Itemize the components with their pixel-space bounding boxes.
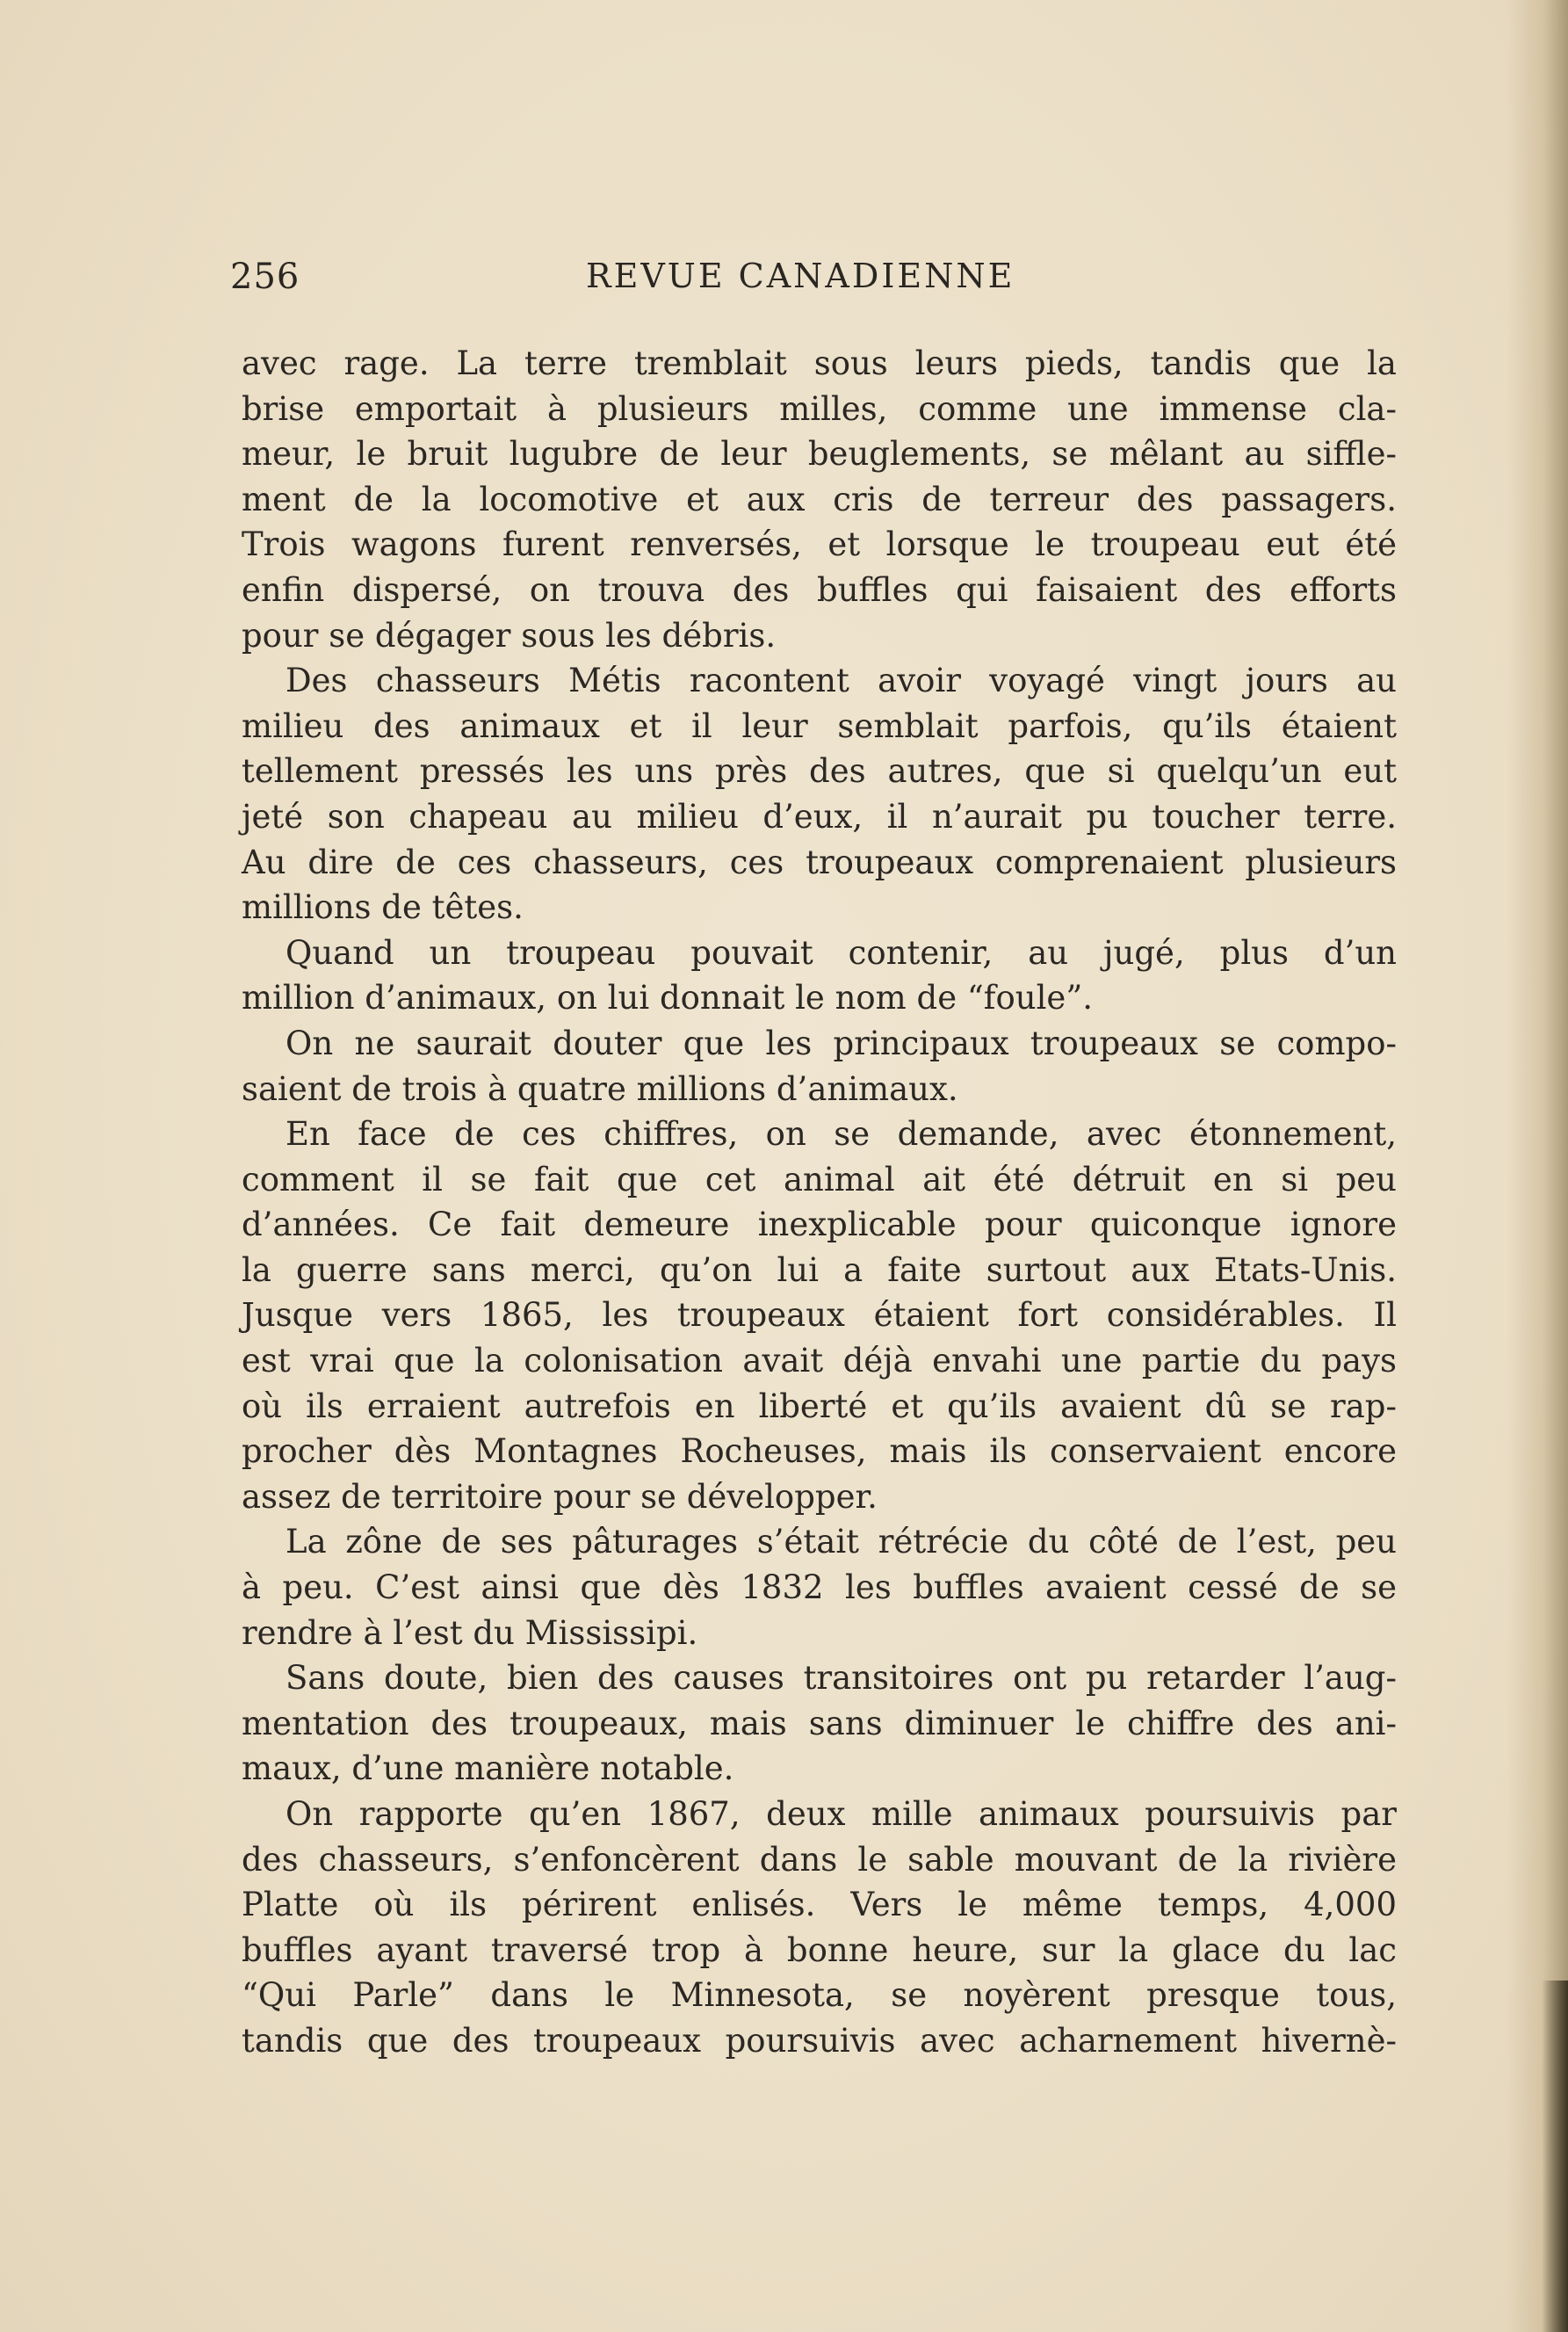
text-line: enfin dispersé, on trouva des buffles qui faisaient des efforts (242, 570, 1397, 609)
text-line: mentation des troupeaux, mais sans diminuer le chiffre des ani- (242, 1704, 1397, 1742)
book-spine-edge (1542, 1981, 1568, 2332)
text-line: saient de trois à quatre millions d’animaux. (242, 1069, 958, 1108)
text-line: brise emportait à plusieurs milles, comme une immense cla- (242, 389, 1397, 428)
text-line: assez de territoire pour se développer. (242, 1477, 878, 1516)
text-line: meur, le bruit lugubre de leur beuglements, se mêlant au siffle- (242, 435, 1397, 474)
text-line: buffles ayant traversé trop à bonne heure, sur la glace du lac (242, 1930, 1397, 1969)
text-line: comment il se fait que cet animal ait été détruit en si peu (242, 1160, 1397, 1199)
text-line: million d’animaux, on lui donnait le nom de “foule”. (242, 979, 1093, 1018)
text-line: “Qui Parle” dans le Minnesota, se noyèrent presque tous, (242, 1976, 1397, 2015)
text-line: Des chasseurs Métis racontent avoir voyagé vingt jours au (285, 662, 1397, 700)
text-line: Quand un troupeau pouvait contenir, au jugé, plus d’un (285, 933, 1397, 972)
text-line: à peu. C’est ainsi que dès 1832 les buffles avaient cessé de se (242, 1568, 1397, 1607)
text-line: la guerre sans merci, qu’on lui a faite surtout aux Etats-Unis. (242, 1250, 1397, 1289)
body-text (242, 341, 1397, 2064)
text-line: La zône de ses pâturages s’était rétrécie du côté de l’est, peu (285, 1523, 1397, 1561)
text-line: En face de ces chiffres, on se demande, avec étonnement, (285, 1115, 1397, 1154)
text-line: jeté son chapeau au milieu d’eux, il n’aurait pu toucher terre. (242, 797, 1397, 836)
text-line: millions de têtes. (242, 888, 524, 927)
text-line: Platte où ils périrent enlisés. Vers le même temps, 4,000 (242, 1886, 1397, 1924)
running-title: REVUE CANADIENNE (586, 257, 1015, 295)
text-line: Trois wagons furent renversés, et lorsque le troupeau eut été (242, 525, 1397, 564)
text-line: rendre à l’est du Mississipi. (242, 1613, 698, 1652)
text-line: milieu des animaux et il leur semblait parfois, qu’ils étaient (242, 706, 1397, 745)
text-line: On ne saurait douter que les principaux troupeaux se compo- (285, 1024, 1397, 1062)
text-line: Sans doute, bien des causes transitoires ont pu retarder l’aug- (285, 1659, 1397, 1698)
text-line: tellement pressés les uns près des autres, que si quelqu’un eut (242, 752, 1397, 791)
text-line: procher dès Montagnes Rocheuses, mais ils conservaient encore (242, 1432, 1397, 1471)
running-header (230, 257, 1398, 301)
text-line: avec rage. La terre tremblait sous leurs pieds, tandis que la (242, 344, 1397, 382)
text-line: pour se dégager sous les débris. (242, 616, 777, 655)
text-line: On rapporte qu’en 1867, deux mille animaux poursuivis par (285, 1795, 1397, 1833)
text-line: est vrai que la colonisation avait déjà envahi une partie du pays (242, 1342, 1397, 1380)
text-line: tandis que des troupeaux poursuivis avec acharnement hivernè- (242, 2021, 1397, 2060)
text-line: ment de la locomotive et aux cris de terreur des passagers. (242, 480, 1397, 518)
text-line: Jusque vers 1865, les troupeaux étaient fort considérables. Il (242, 1296, 1397, 1335)
text-line: maux, d’une manière notable. (242, 1749, 734, 1788)
text-line: d’années. Ce fait demeure inexplicable pour quiconque ignore (242, 1206, 1397, 1244)
page-number: 256 (230, 257, 300, 297)
text-line: où ils erraient autrefois en liberté et qu’ils avaient dû se rap- (242, 1387, 1397, 1425)
text-line: des chasseurs, s’enfoncèrent dans le sable mouvant de la rivière (242, 1840, 1397, 1879)
text-line: Au dire de ces chasseurs, ces troupeaux comprenaient plusieurs (242, 843, 1397, 881)
